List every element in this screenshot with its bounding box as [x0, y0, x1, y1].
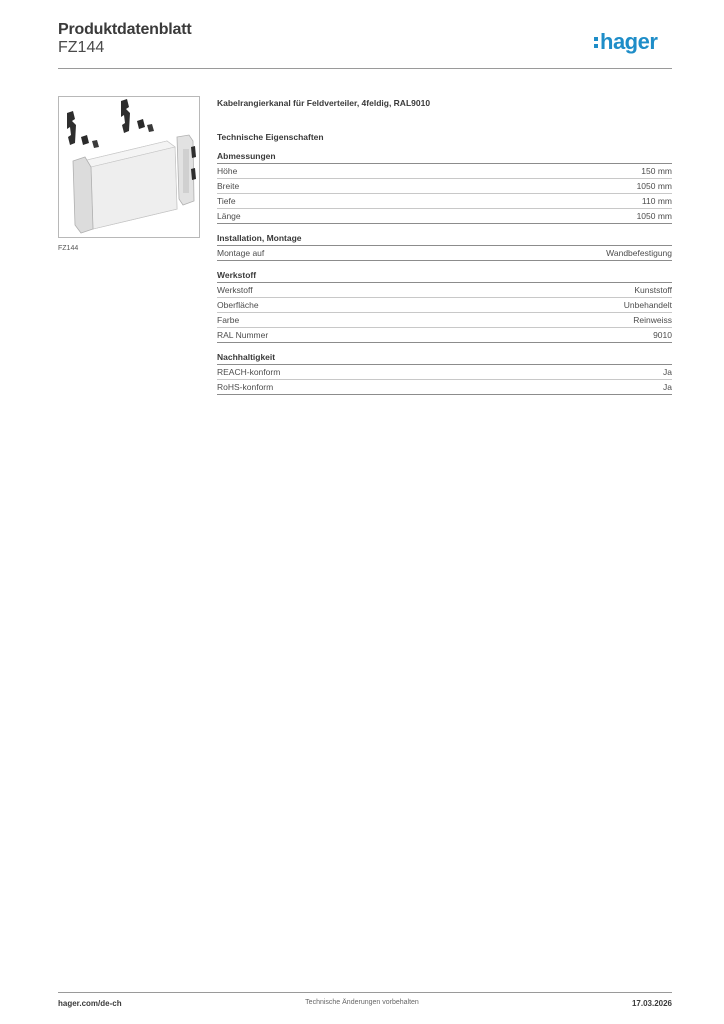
- property-value: Ja: [663, 382, 672, 392]
- property-label: Breite: [217, 181, 240, 191]
- property-row: [217, 283, 672, 298]
- property-value: 1050 mm: [636, 181, 672, 191]
- property-label: RAL Nummer: [217, 330, 269, 340]
- brand-logo-icon: [593, 28, 673, 58]
- property-value: 110 mm: [641, 196, 672, 206]
- property-row: [217, 328, 672, 343]
- property-value: 1050 mm: [636, 211, 672, 221]
- footer-date: 17.03.2026: [631, 999, 672, 1008]
- property-section: [217, 232, 672, 261]
- property-row: [217, 313, 672, 328]
- property-section: [217, 150, 672, 224]
- product-description: Kabelrangierkanal für Feldverteiler, 4feldig, RAL9010: [217, 98, 431, 108]
- property-label: Farbe: [217, 315, 240, 325]
- property-section: [217, 351, 672, 395]
- page-title: Produktdatenblatt: [58, 21, 192, 38]
- property-value: 9010: [653, 330, 672, 340]
- hager-logo: [593, 28, 673, 58]
- property-row: [217, 380, 672, 395]
- property-row: [217, 164, 672, 179]
- property-label: REACH-konform: [217, 367, 281, 377]
- property-label: Höhe: [217, 166, 238, 176]
- property-sections: [217, 150, 672, 395]
- property-label: Tiefe: [217, 196, 236, 206]
- section-title: Werkstoff: [217, 269, 672, 283]
- product-details: [217, 96, 672, 395]
- property-row: [217, 298, 672, 313]
- property-section: [217, 269, 672, 343]
- property-row: [217, 246, 672, 261]
- property-value: Kunststoff: [634, 285, 672, 295]
- section-title: Nachhaltigkeit: [217, 351, 672, 365]
- cable-duct-image-icon: [59, 97, 199, 237]
- footer-divider: [58, 992, 672, 993]
- property-label: Oberfläche: [217, 300, 259, 310]
- product-code: FZ144: [58, 39, 105, 56]
- header-divider: [58, 68, 672, 69]
- property-label: Montage auf: [217, 248, 265, 258]
- footer-website-link[interactable]: hager.com/de-ch: [58, 999, 122, 1008]
- property-label: Länge: [217, 211, 241, 221]
- property-label: Werkstoff: [217, 285, 253, 295]
- property-row: [217, 194, 672, 209]
- property-row: [217, 179, 672, 194]
- property-value: Wandbefestigung: [606, 248, 672, 258]
- technical-properties-heading: Technische Eigenschaften: [217, 132, 324, 142]
- property-label: RoHS-konform: [217, 382, 274, 392]
- brand-name: hager: [600, 29, 658, 54]
- section-title: Installation, Montage: [217, 232, 672, 246]
- property-value: Reinweiss: [633, 315, 672, 325]
- property-value: Unbehandelt: [623, 300, 672, 310]
- property-value: 150 mm: [641, 166, 672, 176]
- property-value: Ja: [663, 367, 672, 377]
- product-image: [58, 96, 200, 238]
- image-caption: FZ144: [58, 245, 79, 252]
- footer-notice: Technische Änderungen vorbehalten: [305, 999, 419, 1006]
- property-row: [217, 365, 672, 380]
- section-title: Abmessungen: [217, 150, 672, 164]
- property-row: [217, 209, 672, 224]
